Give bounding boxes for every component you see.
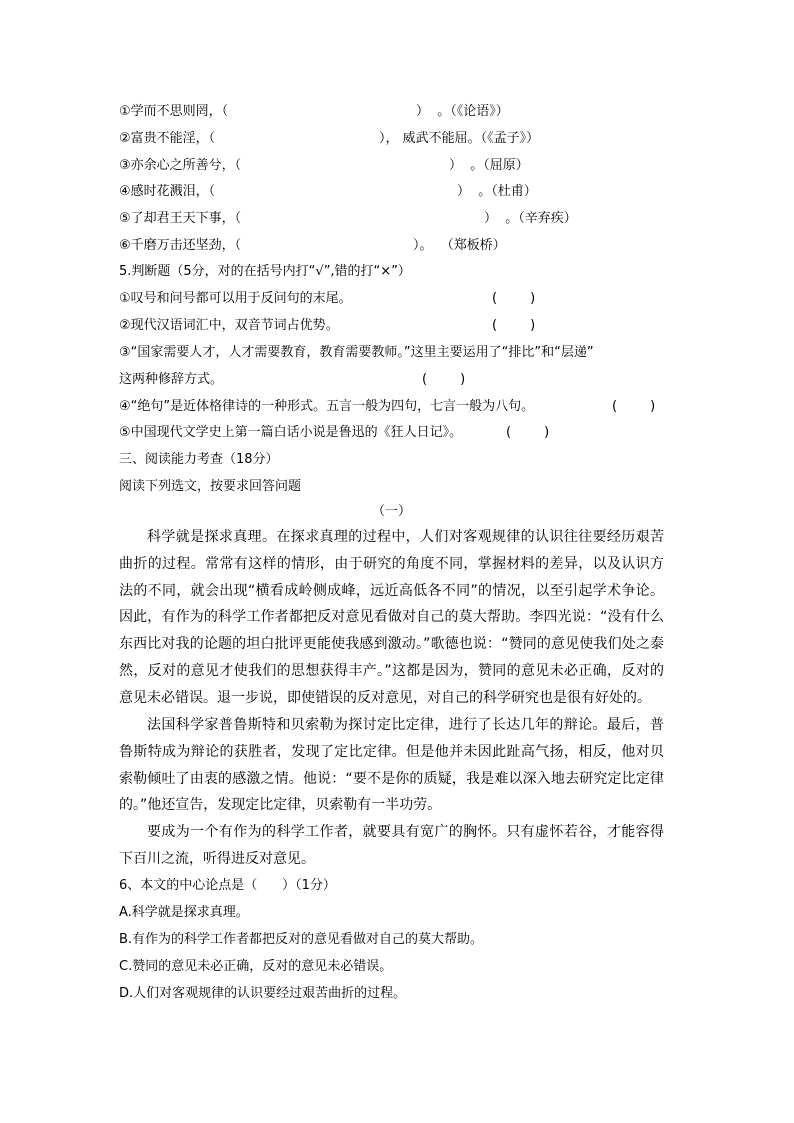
poem-line-6: ⑥千磨万击还坚劲，（ (119, 238, 242, 253)
q6-title: 6、本文的中心论点是（ ）（1分） (119, 878, 336, 893)
section-3-title: 三、阅读能力考查（18分） (119, 452, 279, 467)
poem-line-3-tail: ） 。（屈原） (449, 158, 529, 173)
q5-item-3: ③“国家需要人才，人才需要教育，教育需要教师。”这里主要运用了“排比”和“层递” (119, 345, 594, 360)
q5-item-4-answer: ( ) (612, 399, 656, 414)
q5-item-2: ②现代汉语词汇中，双音节词占优势。 (119, 318, 339, 333)
poem-line-5: ⑤了却君王天下事，（ (119, 211, 242, 226)
q6-option-d: D.人们对客观规律的认识要经过艰苦曲折的过程。 (119, 986, 407, 1001)
passage-paragraph-3: 要成为一个有作为的科学工作者，就要具有宽广的胸怀。只有虚怀若谷，才能容得下百川之流，听得进反对意见。 (119, 824, 664, 867)
q6-option-b: B.有作为的科学工作者都把反对的意见看做对自己的莫大帮助。 (119, 932, 484, 947)
q5-item-5: ⑤中国现代文学史上第一篇白话小说是鲁迅的《狂人日记》。 (119, 425, 463, 440)
poem-line-2-tail: ）， 威武不能屈。（《孟子》） (379, 131, 540, 146)
reading-instruction: 阅读下列选文，按要求回答问题 (119, 479, 302, 494)
poem-line-4: ④感时花溅泪，（ (119, 184, 216, 199)
q5-item-3-answer: ( ) (422, 372, 466, 387)
poem-line-5-tail: ） 。（辛弃疾） (484, 211, 577, 226)
passage-part-label: （一） (371, 504, 411, 519)
poem-line-4-tail: ） 。（杜甫） (457, 184, 537, 199)
poem-line-2: ②富贵不能淫，（ (119, 131, 216, 146)
q5-item-3-cont: 这两种修辞方式。 (119, 372, 224, 387)
q5-item-1: ①叹号和问号都可以用于反问句的末尾。 (119, 291, 352, 306)
q5-item-5-answer: ( ) (506, 425, 550, 440)
passage-paragraph-2: 法国科学家普鲁斯特和贝索勒为探讨定比定律，进行了长达几年的辩论。最后，普鲁斯特成为辩论的获胜者，发现了定比定律。但是他并未因此趾高气扬，相反，他对贝索勒倾吐了由衷的感激之情。他说：“要不是你的质疑，我是难以深入地去研究定比定律的。”他还宣告，发现定比定律，贝索勒有一半功劳。 (119, 717, 664, 814)
q5-item-2-answer: ( ) (492, 318, 536, 333)
q5-title: 5.判断题（5分，对的在括号内打“√”,错的打“×”） (119, 264, 411, 279)
poem-line-1: ①学而不思则罔，（ (119, 104, 229, 119)
poem-line-1-tail: ） 。（《论语》） (416, 104, 509, 119)
q6-option-c: C.赞同的意见未必正确，反对的意见未必错误。 (119, 959, 393, 974)
poem-line-3: ③亦余心之所善兮，（ (119, 158, 242, 173)
q5-item-1-answer: ( ) (492, 291, 536, 306)
q5-item-4: ④“绝句”是近体格律诗的一种形式。五言一般为四句，七言一般为八句。 (119, 399, 535, 414)
q6-option-a: A.科学就是探求真理。 (119, 905, 249, 920)
passage-paragraph-1: 科学就是探求真理。在探求真理的过程中，人们对客观规律的认识往往要经历艰苦曲折的过程。常常有这样的情形，由于研究的角度不同，掌握材料的差异，以及认识方法的不同，就会出现“横看成岭侧成峰，远近高低各不同”的情况，以至引起学术争论。因此，有作为的科学工作者都把反对意见看做对自己的莫大帮助。李四光说：“没有什么东西比对我的论题的坦白批评更能使我感到激动。”歌德也说：“赞同的意见使我们处之泰然，反对的意见才使我们的思想获得丰产。”这都是因为，赞同的意见未必正确，反对的意见未必错误。退一步说，即使错误的反对意见，对自己的科学研究也是很有好处的。 (119, 529, 664, 706)
poem-line-6-tail: ）。 （郑板桥） (413, 238, 506, 253)
